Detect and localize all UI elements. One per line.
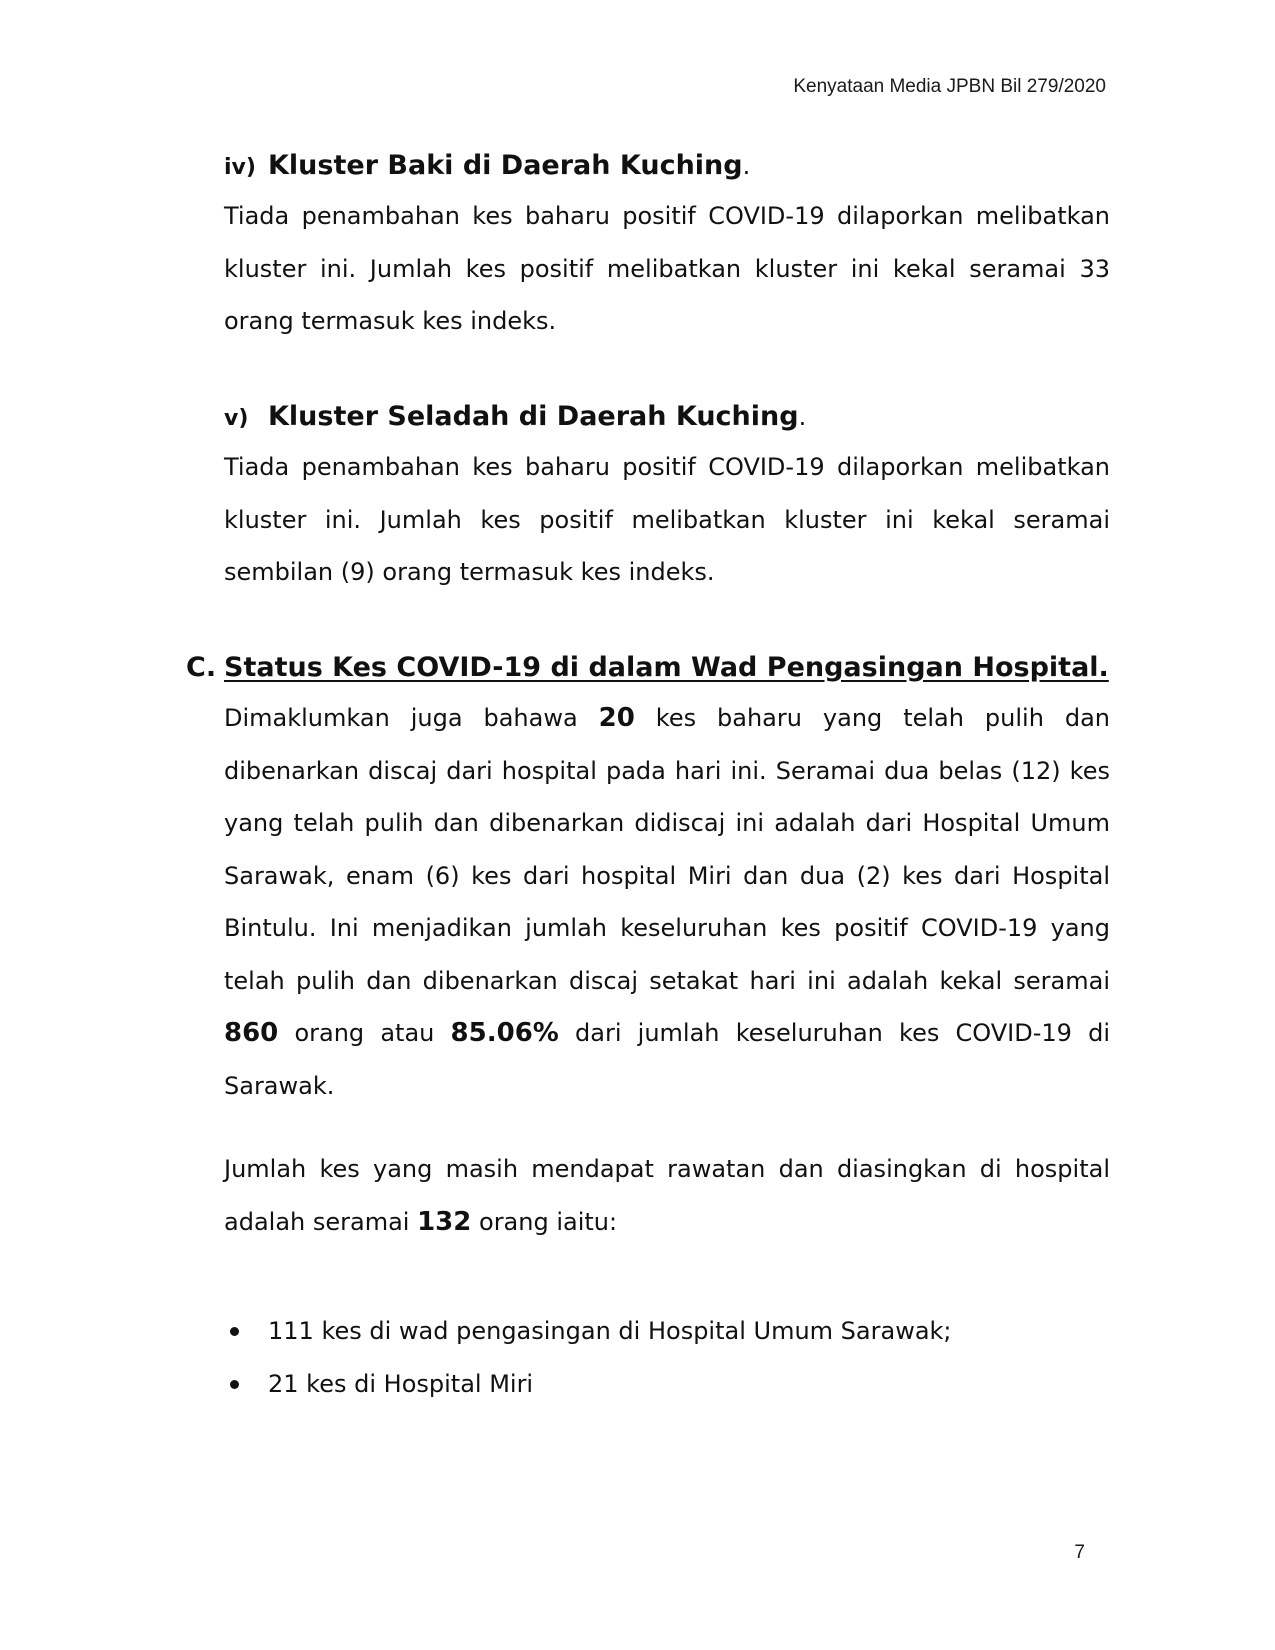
section-c-heading xyxy=(186,648,1109,688)
section-c-title: Status Kes COVID-19 di dalam Wad Pengasingan Hospital. xyxy=(224,652,1109,683)
p1-recovery-percent: 85.06% xyxy=(450,1018,559,1048)
subsection-iv-paragraph: Tiada penambahan kes baharu positif COVID-19 dilaporkan melibatkan kluster ini. Jumlah kes positif melibatkan kluster ini kekal seramai 33 orang termasuk kes indeks. xyxy=(224,202,1110,335)
subsection-iv-heading xyxy=(224,146,750,188)
subsection-v-heading xyxy=(224,397,806,439)
bullet-icon xyxy=(230,1327,239,1336)
subsection-v-number: v) xyxy=(224,406,249,431)
subsection-v-dot: . xyxy=(798,403,807,431)
p2-text-a: Jumlah kes yang masih mendapat rawatan dan diasingkan di hospital adalah seramai xyxy=(224,1155,1110,1236)
p1-recovered-today: 20 xyxy=(598,703,635,733)
subsection-v-paragraph: Tiada penambahan kes baharu positif COVID-19 dilaporkan melibatkan kluster ini. Jumlah kes positif melibatkan kluster ini kekal seramai sembilan (9) orang termasuk kes indeks. xyxy=(224,453,1110,586)
p1-total-recovered: 860 xyxy=(224,1018,279,1048)
list-item-text: 21 kes di Hospital Miri xyxy=(268,1370,534,1398)
p1-text-d: orang atau xyxy=(278,1019,451,1047)
list-item xyxy=(224,1358,952,1411)
subsection-iv-title: Kluster Baki di Daerah Kuching xyxy=(268,150,743,181)
subsection-iv-dot: . xyxy=(742,152,751,180)
list-item xyxy=(224,1305,952,1358)
list-item-text: 111 kes di wad pengasingan di Hospital Umum Sarawak; xyxy=(268,1317,952,1345)
p1-text-a: Dimaklumkan juga bahawa xyxy=(224,704,599,732)
subsection-iv-number: iv) xyxy=(224,155,256,180)
document-header: Kenyataan Media JPBN Bil 279/2020 xyxy=(793,76,1106,97)
subsection-v-title: Kluster Seladah di Daerah Kuching xyxy=(268,401,799,432)
section-c-letter: C. xyxy=(186,652,217,683)
p2-text-c: orang iaitu: xyxy=(471,1207,618,1236)
page-number: 7 xyxy=(1074,1542,1085,1563)
bullet-icon xyxy=(230,1380,239,1389)
hospital-breakdown-list xyxy=(224,1305,952,1411)
p1-text-e: dari jumlah keseluruhan kes COVID-19 di Sarawak. xyxy=(224,1019,1110,1100)
section-c-paragraph-2 xyxy=(224,1143,1110,1248)
section-c-paragraph-1 xyxy=(224,692,1110,1112)
p1-text-c: kes baharu yang telah pulih dan dibenarkan discaj dari hospital pada hari ini. Seramai dua belas (12) kes yang telah pulih dan dibenarkan didiscaj ini adalah dari Hospital Umum Sarawak, enam (6) kes dari hospital Miri dan dua (2) kes dari Hospital Bintulu. Ini menjadikan jumlah keseluruhan kes positif COVID-19 yang telah pulih dan dibenarkan discaj setakat hari ini adalah kekal seramai xyxy=(224,704,1110,995)
p2-hospitalised-count: 132 xyxy=(417,1206,472,1237)
